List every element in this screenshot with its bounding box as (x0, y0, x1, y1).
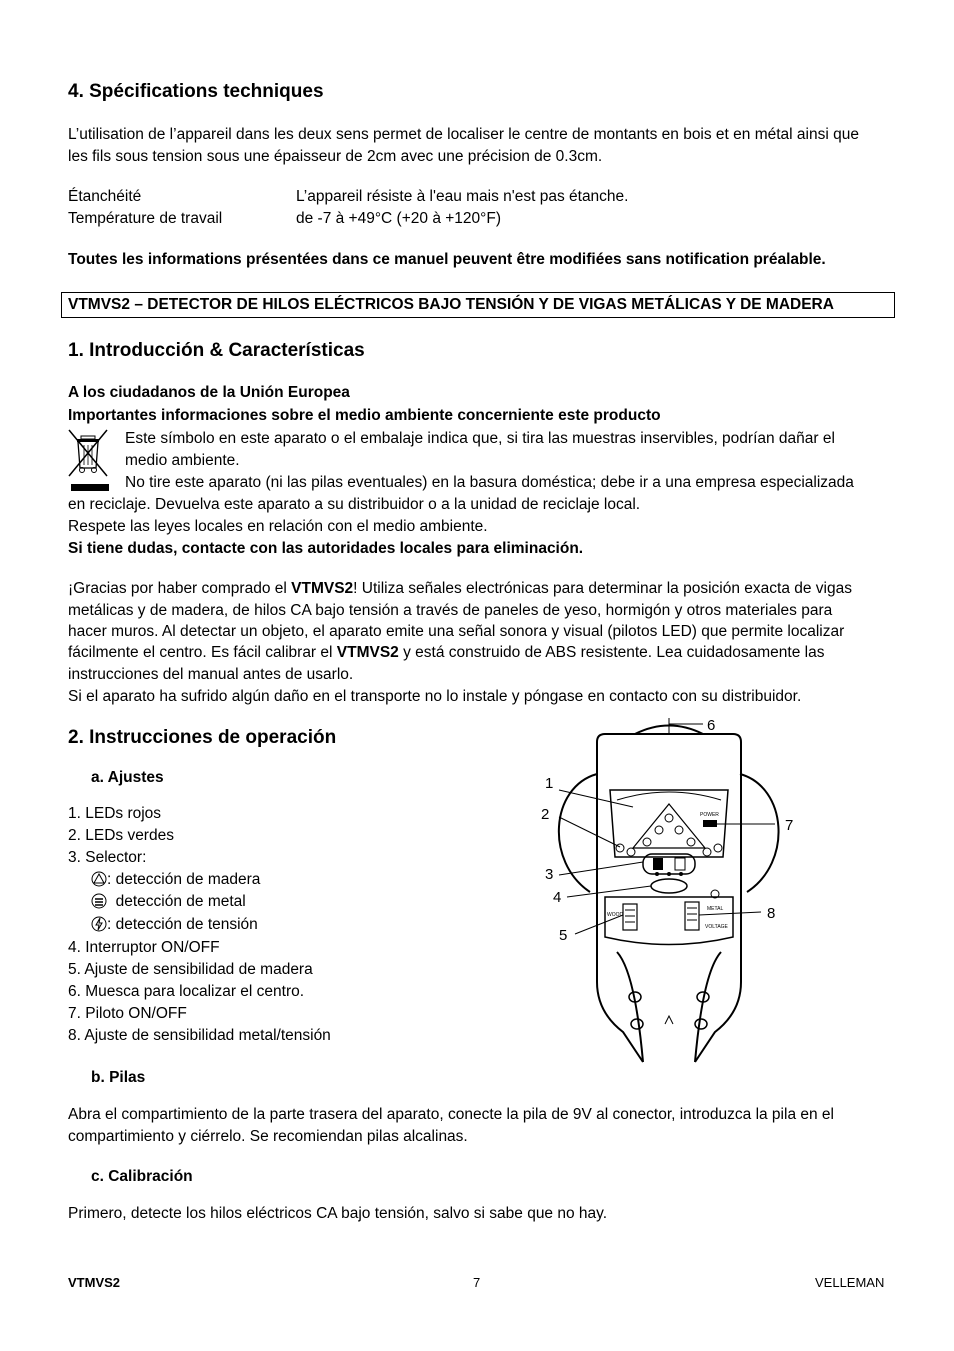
product-name: VTMVS2 (291, 580, 354, 597)
section-title-intro: 1. Introducción & Características (68, 340, 365, 361)
wood-label: WOOD (607, 912, 624, 918)
product-banner: VTMVS2 – DETECTOR DE HILOS ELÉCTRICOS BAJO TENSIÓN Y DE VIGAS METÁLICAS Y DE MADERA (61, 292, 895, 318)
subsection-batteries: b. Pilas (91, 1069, 146, 1086)
thanks-line: hacer muros. Al detectar un objeto, el aparato emite una señal sonora y visual (pilotos LED) que permite localizar (68, 623, 845, 640)
callout-7: 7 (785, 817, 794, 834)
spec-label: Étanchéité (68, 188, 142, 205)
callout-2: 2 (541, 806, 550, 823)
list-subitem: : detección de tensión (91, 914, 258, 936)
eu-text-line: No tire este aparato (ni las pilas eventuales) en la basura doméstica; debe ir a una empresa especializada (125, 474, 854, 491)
intro-line-2: les fils sous tension sous une épaisseur de 2cm avec une précision de 0.3cm. (68, 148, 603, 165)
power-label: POWER (700, 812, 719, 818)
eu-text-line: Respete las leyes locales en relación con el medio ambiente. (68, 518, 488, 535)
device-diagram (535, 712, 805, 1072)
list-item: 8. Ajuste de sensibilidad metal/tensión (68, 1027, 331, 1044)
eu-subtitle: Importantes informaciones sobre el medio ambiente concerniente este producto (68, 407, 661, 424)
list-subitem: : detección de madera (91, 869, 260, 891)
spec-value: L’appareil résiste à l'eau mais n'est pas étanche. (296, 188, 629, 205)
list-item: 2. LEDs verdes (68, 827, 174, 844)
thanks-line: instrucciones del manual antes de usarlo. (68, 666, 354, 683)
list-subitem: detección de metal (91, 891, 246, 913)
section-title-fr: 4. Spécifications techniques (68, 81, 324, 102)
spec-label: Température de travail (68, 210, 223, 227)
weee-bin-icon (67, 428, 113, 494)
list-item: 7. Piloto ON/OFF (68, 1005, 187, 1022)
wood-mode-icon (91, 871, 107, 887)
thanks-line: Si el aparato ha sufrido algún daño en el transporte no lo instale y póngase en contacto con su distribuidor. (68, 688, 802, 705)
eu-bold-line: Si tiene dudas, contacte con las autoridades locales para eliminación. (68, 540, 584, 557)
calibration-line: Primero, detecte los hilos eléctricos CA bajo tensión, salvo si sabe que no hay. (68, 1205, 608, 1222)
thanks-line: ¡Gracias por haber comprado el VTMVS2! Utiliza señales electrónicas para determinar la posición exacta de vigas (68, 580, 852, 597)
footer-brand: VELLEMAN (815, 1275, 885, 1290)
product-name: VTMVS2 (336, 644, 399, 661)
spec-value: de -7 à +49°C (+20 à +120°F) (296, 210, 501, 227)
callout-3: 3 (545, 866, 554, 883)
subsection-calibration: c. Calibración (91, 1168, 193, 1185)
notice: Toutes les informations présentées dans ce manuel peuvent être modifiées sans notification préalable. (68, 251, 826, 268)
callout-1: 1 (545, 775, 554, 792)
metal-label: METAL (707, 906, 724, 912)
thanks-line: fácilmente el centro. Es fácil calibrar el VTMVS2 y está construido de ABS resistente. Lea cuidadosamente las (68, 644, 825, 661)
batteries-line: compartimiento y ciérrelo. Se recomiendan pilas alcalinas. (68, 1128, 468, 1145)
intro-line-1: L’utilisation de l’appareil dans les deux sens permet de localiser le centre de montants en bois et en métal ainsi que (68, 126, 859, 143)
list-item: 1. LEDs rojos (68, 805, 162, 822)
eu-text-line: Este símbolo en este aparato o el embalaje indica que, si tira las muestras inservibles, podrían dañar el (125, 430, 835, 447)
eu-text-line: en reciclaje. Devuelva este aparato a su distribuidor o a la unidad de reciclaje local. (68, 496, 641, 513)
eu-text-line: medio ambiente. (125, 452, 240, 469)
callout-8: 8 (767, 905, 776, 922)
callout-6: 6 (707, 717, 716, 734)
batteries-line: Abra el compartimiento de la parte trasera del aparato, conecte la pila de 9V al conector, introduzca la pila en el (68, 1106, 834, 1123)
callout-5: 5 (559, 927, 568, 944)
eu-title: A los ciudadanos de la Unión Europea (68, 384, 350, 401)
footer-page-number: 7 (473, 1275, 481, 1290)
callout-4: 4 (553, 889, 562, 906)
section-title-operation: 2. Instrucciones de operación (68, 727, 337, 748)
footer-model: VTMVS2 (68, 1275, 121, 1290)
voltage-mode-icon (91, 916, 107, 932)
list-item: 5. Ajuste de sensibilidad de madera (68, 961, 313, 978)
list-item: 3. Selector: (68, 849, 147, 866)
voltage-label: VOLTAGE (705, 924, 728, 930)
list-item: 6. Muesca para localizar el centro. (68, 983, 305, 1000)
metal-mode-icon (91, 893, 107, 909)
thanks-line: metálicas y de madera, de hilos CA bajo tensión a través de paneles de yeso, hormigón y otros materiales para (68, 602, 833, 619)
subsection-settings: a. Ajustes (91, 769, 164, 786)
list-item: 4. Interruptor ON/OFF (68, 939, 220, 956)
